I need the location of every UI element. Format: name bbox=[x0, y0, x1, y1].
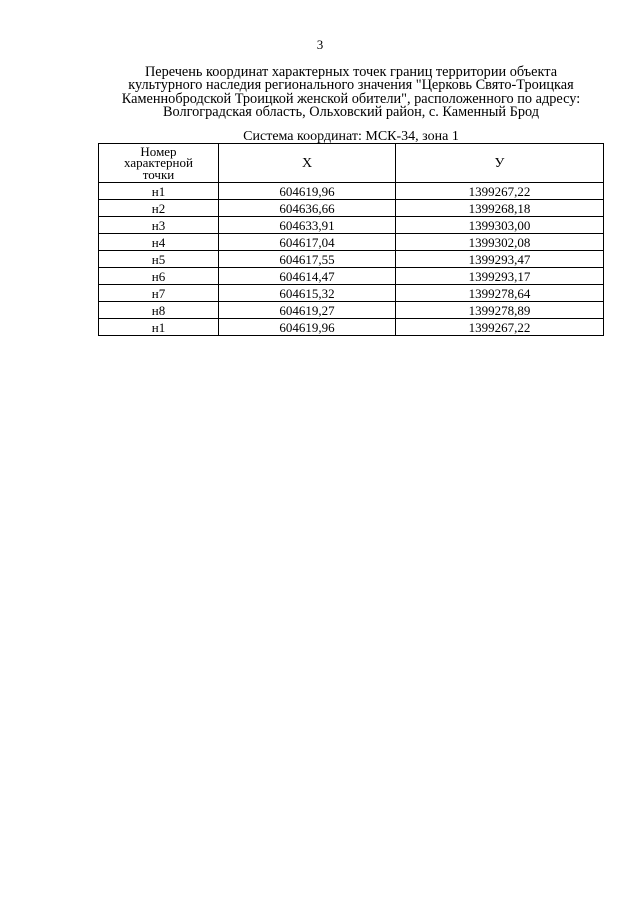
cell-x: 604619,96 bbox=[219, 183, 396, 200]
cell-x: 604617,55 bbox=[219, 251, 396, 268]
header-row bbox=[99, 144, 604, 183]
cell-point: н3 bbox=[99, 217, 219, 234]
page-number: 3 bbox=[316, 37, 324, 52]
header-point-number bbox=[99, 144, 219, 183]
table-row bbox=[99, 183, 604, 200]
cell-x: 604619,27 bbox=[219, 302, 396, 319]
document-title bbox=[98, 66, 604, 120]
cell-y: 1399267,22 bbox=[396, 319, 604, 336]
cell-x: 604619,96 bbox=[219, 319, 396, 336]
cell-x: 604636,66 bbox=[219, 200, 396, 217]
cell-x: 604633,91 bbox=[219, 217, 396, 234]
table-header bbox=[99, 144, 604, 183]
table-row bbox=[99, 217, 604, 234]
coordinates-table bbox=[98, 143, 604, 336]
cell-y: 1399303,00 bbox=[396, 217, 604, 234]
table-row bbox=[99, 234, 604, 251]
cell-y: 1399293,47 bbox=[396, 251, 604, 268]
table-row bbox=[99, 302, 604, 319]
cell-y: 1399293,17 bbox=[396, 268, 604, 285]
header-y: У bbox=[396, 144, 604, 183]
header-point-line-1: Номер bbox=[140, 143, 177, 159]
title-line-4: Волгоградская область, Ольховский район, с. Каменный Брод bbox=[162, 104, 540, 121]
cell-point: н6 bbox=[99, 268, 219, 285]
header-x: X bbox=[219, 144, 396, 183]
cell-x: 604615,32 bbox=[219, 285, 396, 302]
cell-point: н8 bbox=[99, 302, 219, 319]
cell-point: н1 bbox=[99, 319, 219, 336]
coordinate-system-label: Система координат: МСК-34, зона 1 bbox=[243, 129, 459, 144]
table-row bbox=[99, 251, 604, 268]
cell-point: н7 bbox=[99, 285, 219, 302]
table-row bbox=[99, 319, 604, 336]
cell-y: 1399278,89 bbox=[396, 302, 604, 319]
cell-y: 1399278,64 bbox=[396, 285, 604, 302]
cell-x: 604617,04 bbox=[219, 234, 396, 251]
cell-y: 1399268,18 bbox=[396, 200, 604, 217]
cell-y: 1399267,22 bbox=[396, 183, 604, 200]
cell-point: н5 bbox=[99, 251, 219, 268]
title-line-3: Каменнобродской Троицкой женской обители", расположенного по адресу: bbox=[121, 90, 581, 107]
title-line-2: культурного наследия регионального значения "Церковь Свято-Троицкая bbox=[128, 77, 574, 94]
table-body bbox=[99, 183, 604, 336]
header-point-line-3: точки bbox=[142, 166, 175, 182]
header-point-line-2: характерной bbox=[124, 155, 193, 171]
cell-point: н4 bbox=[99, 234, 219, 251]
table-row bbox=[99, 285, 604, 302]
cell-x: 604614,47 bbox=[219, 268, 396, 285]
cell-y: 1399302,08 bbox=[396, 234, 604, 251]
table-row bbox=[99, 200, 604, 217]
table-row bbox=[99, 268, 604, 285]
cell-point: н1 bbox=[99, 183, 219, 200]
cell-point: н2 bbox=[99, 200, 219, 217]
title-line-1: Перечень координат характерных точек границ территории объекта bbox=[144, 64, 558, 80]
